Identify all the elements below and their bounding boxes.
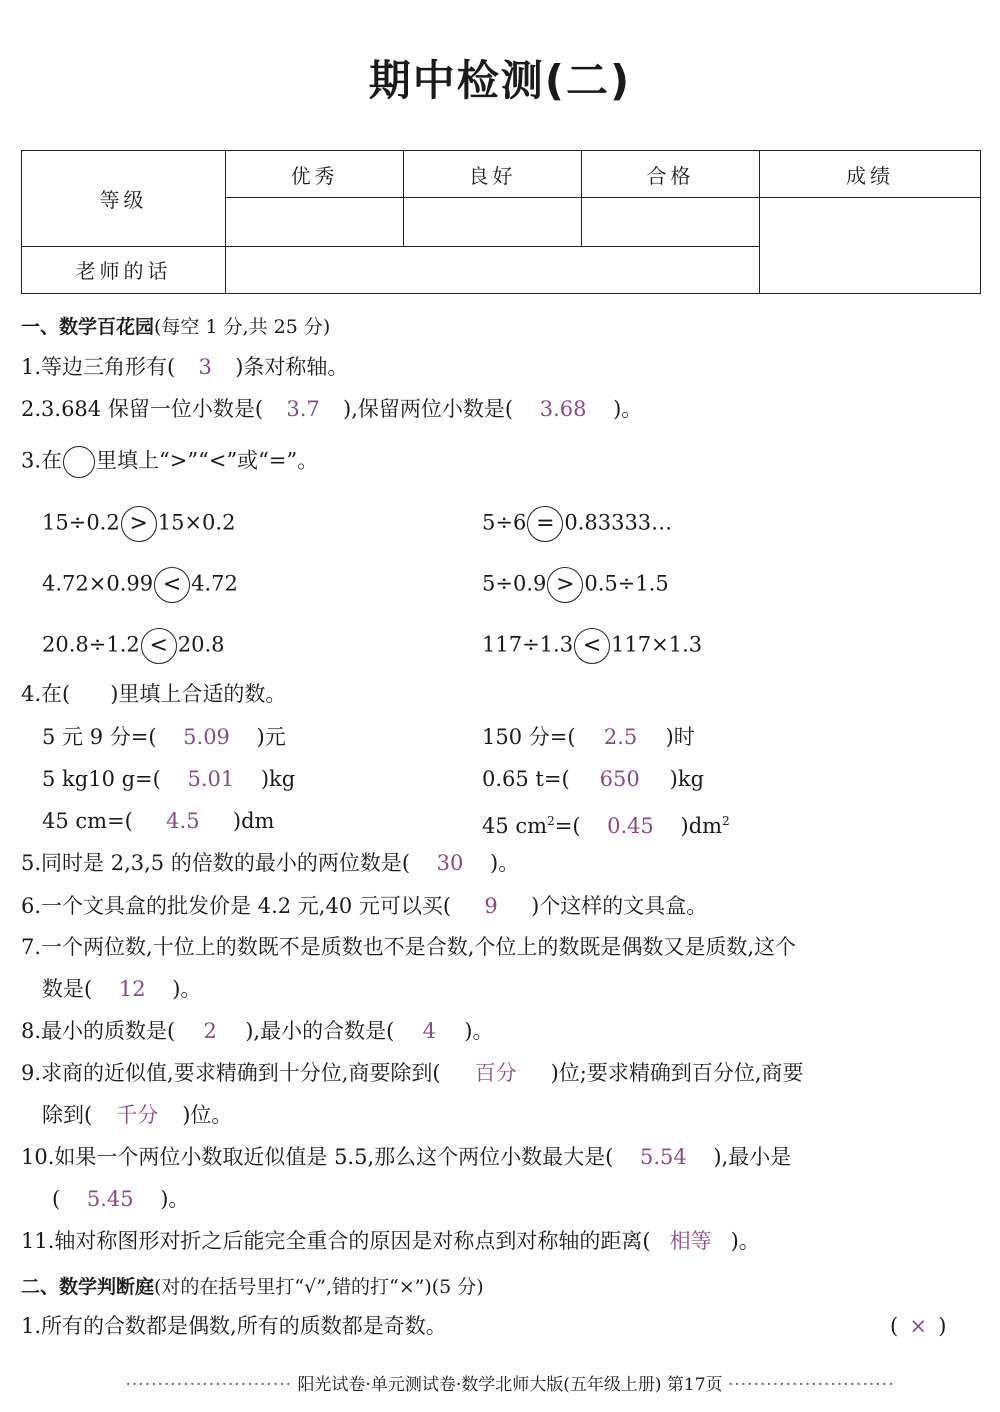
section2-title: 二、数学判断庭: [21, 1276, 155, 1298]
answer: 5.09: [183, 725, 230, 749]
answer-circle: =: [527, 506, 563, 542]
answer: 4: [422, 1019, 436, 1043]
question-8: 8.最小的质数是( 2 ),最小的合数是( 4 )。: [21, 1019, 494, 1043]
question-9: 9.求商的近似值,要求精确到十分位,商要除到( 百分 )位;要求精确到百分位,商要: [21, 1061, 804, 1085]
answer-circle: <: [141, 628, 177, 664]
cell-good: [404, 198, 582, 246]
grade-table: [21, 150, 981, 294]
compare-item: 5÷6 = 0.83333…: [482, 506, 672, 542]
section2-heading: [21, 1272, 484, 1299]
answer: 12: [118, 977, 146, 1001]
answer: 5.01: [187, 767, 235, 791]
answer: ×: [909, 1314, 927, 1338]
footer-text: 阳光试卷·单元测试卷·数学北师大版(五年级上册): [297, 1375, 662, 1395]
question-9-cont: 除到( 千分 )位。: [42, 1103, 233, 1127]
question-10-cont: ( 5.45 )。: [52, 1187, 190, 1211]
compare-item: 5÷0.9 > 0.5÷1.5: [482, 567, 669, 603]
answer: 650: [599, 767, 640, 791]
compare-item: 15÷0.2 > 15×0.2: [42, 506, 235, 542]
unit-item: 5 元 9 分=( 5.09 )元: [42, 725, 286, 749]
question-7: 7.一个两位数,十位上的数既不是质数也不是合数,个位上的数既是偶数又是质数,这个: [21, 935, 797, 959]
grade-label: 等级: [22, 151, 226, 247]
question-7-cont: 数是( 12 )。: [42, 977, 202, 1001]
cell-pass: [582, 198, 760, 246]
question-4: 4.在( )里填上合适的数。: [21, 682, 287, 706]
header-excellent: 优秀: [226, 151, 404, 198]
answer: 千分: [116, 1103, 159, 1127]
header-pass: 合格: [582, 151, 760, 198]
header-score: 成绩: [760, 151, 981, 198]
answer: 0.45: [607, 814, 654, 838]
answer-circle: <: [154, 567, 190, 603]
answer-circle: >: [547, 567, 583, 603]
page-number: 第17页: [666, 1375, 723, 1395]
cell-score: [760, 198, 981, 294]
judge-question-1: 1.所有的合数都是偶数,所有的质数都是奇数。: [21, 1314, 447, 1338]
empty-circle-icon: [63, 446, 95, 478]
section1-title: 一、数学百花园: [21, 316, 155, 338]
question-6: 6.一个文具盒的批发价是 4.2 元,40 元可以买( 9 )个这样的文具盒。: [21, 894, 708, 918]
answer: 5.54: [639, 1145, 687, 1169]
answer: 3.68: [539, 397, 587, 421]
answer: 百分: [474, 1061, 517, 1085]
page-footer: [40, 1370, 980, 1395]
answer: 相等: [669, 1229, 712, 1253]
answer-circle: <: [574, 628, 610, 664]
answer: 3: [198, 355, 212, 379]
section1-heading: [21, 312, 330, 339]
compare-item: 4.72×0.99 < 4.72: [42, 567, 238, 603]
unit-item: 45 $cm^2=$( 0.45 )$dm^2$: [482, 814, 730, 838]
judge-answer: ( × ): [890, 1314, 947, 1338]
question-2: 2.3.684 保留一位小数是( 3.7 ),保留两位小数是( 3.68 )。: [21, 397, 643, 421]
cell-excellent: [226, 198, 404, 246]
header-good: 良好: [404, 151, 582, 198]
unit-item: 150 分=( 2.5 )时: [482, 725, 695, 749]
teacher-comment-label: 老师的话: [22, 246, 226, 293]
answer: 2.5: [603, 725, 638, 749]
unit-item: 45 cm=( 4.5 )dm: [42, 809, 275, 833]
answer: 30: [436, 851, 464, 875]
answer: 2: [203, 1019, 217, 1043]
footer-dots-right: ··························: [727, 1375, 895, 1395]
page-title: 期中检测(二): [368, 56, 632, 105]
answer: 9: [484, 894, 498, 918]
answer: 5.45: [86, 1187, 134, 1211]
section2-note: (对的在括号里打“√”,错的打“×”)(5 分): [154, 1276, 484, 1298]
unit-item: 0.65 t=( 650 )kg: [482, 767, 705, 791]
answer: 4.5: [166, 809, 200, 833]
compare-item: 20.8÷1.2 < 20.8: [42, 628, 225, 664]
question-10: 10.如果一个两位小数取近似值是 5.5,那么这个两位小数最大是( 5.54 ),最小是: [21, 1145, 792, 1169]
compare-item: 117÷1.3 < 117×1.3: [482, 628, 702, 664]
answer-circle: >: [121, 506, 157, 542]
answer: 3.7: [286, 397, 320, 421]
question-11: 11.轴对称图形对折之后能完全重合的原因是对称点到对称轴的距离( 相等 )。: [21, 1229, 760, 1253]
unit-item: 5 kg10 g=( 5.01 )kg: [42, 767, 296, 791]
teacher-comment-cell: [226, 246, 760, 293]
question-3: 3.在 里填上“>”“<”或“=”。: [21, 446, 318, 478]
question-5: 5.同时是 2,3,5 的倍数的最小的两位数是( 30 )。: [21, 851, 520, 875]
section1-note: (每空 1 分,共 25 分): [154, 316, 331, 338]
question-1: 1.等边三角形有( 3 )条对称轴。: [21, 355, 349, 379]
footer-dots-left: ··························: [125, 1375, 293, 1395]
